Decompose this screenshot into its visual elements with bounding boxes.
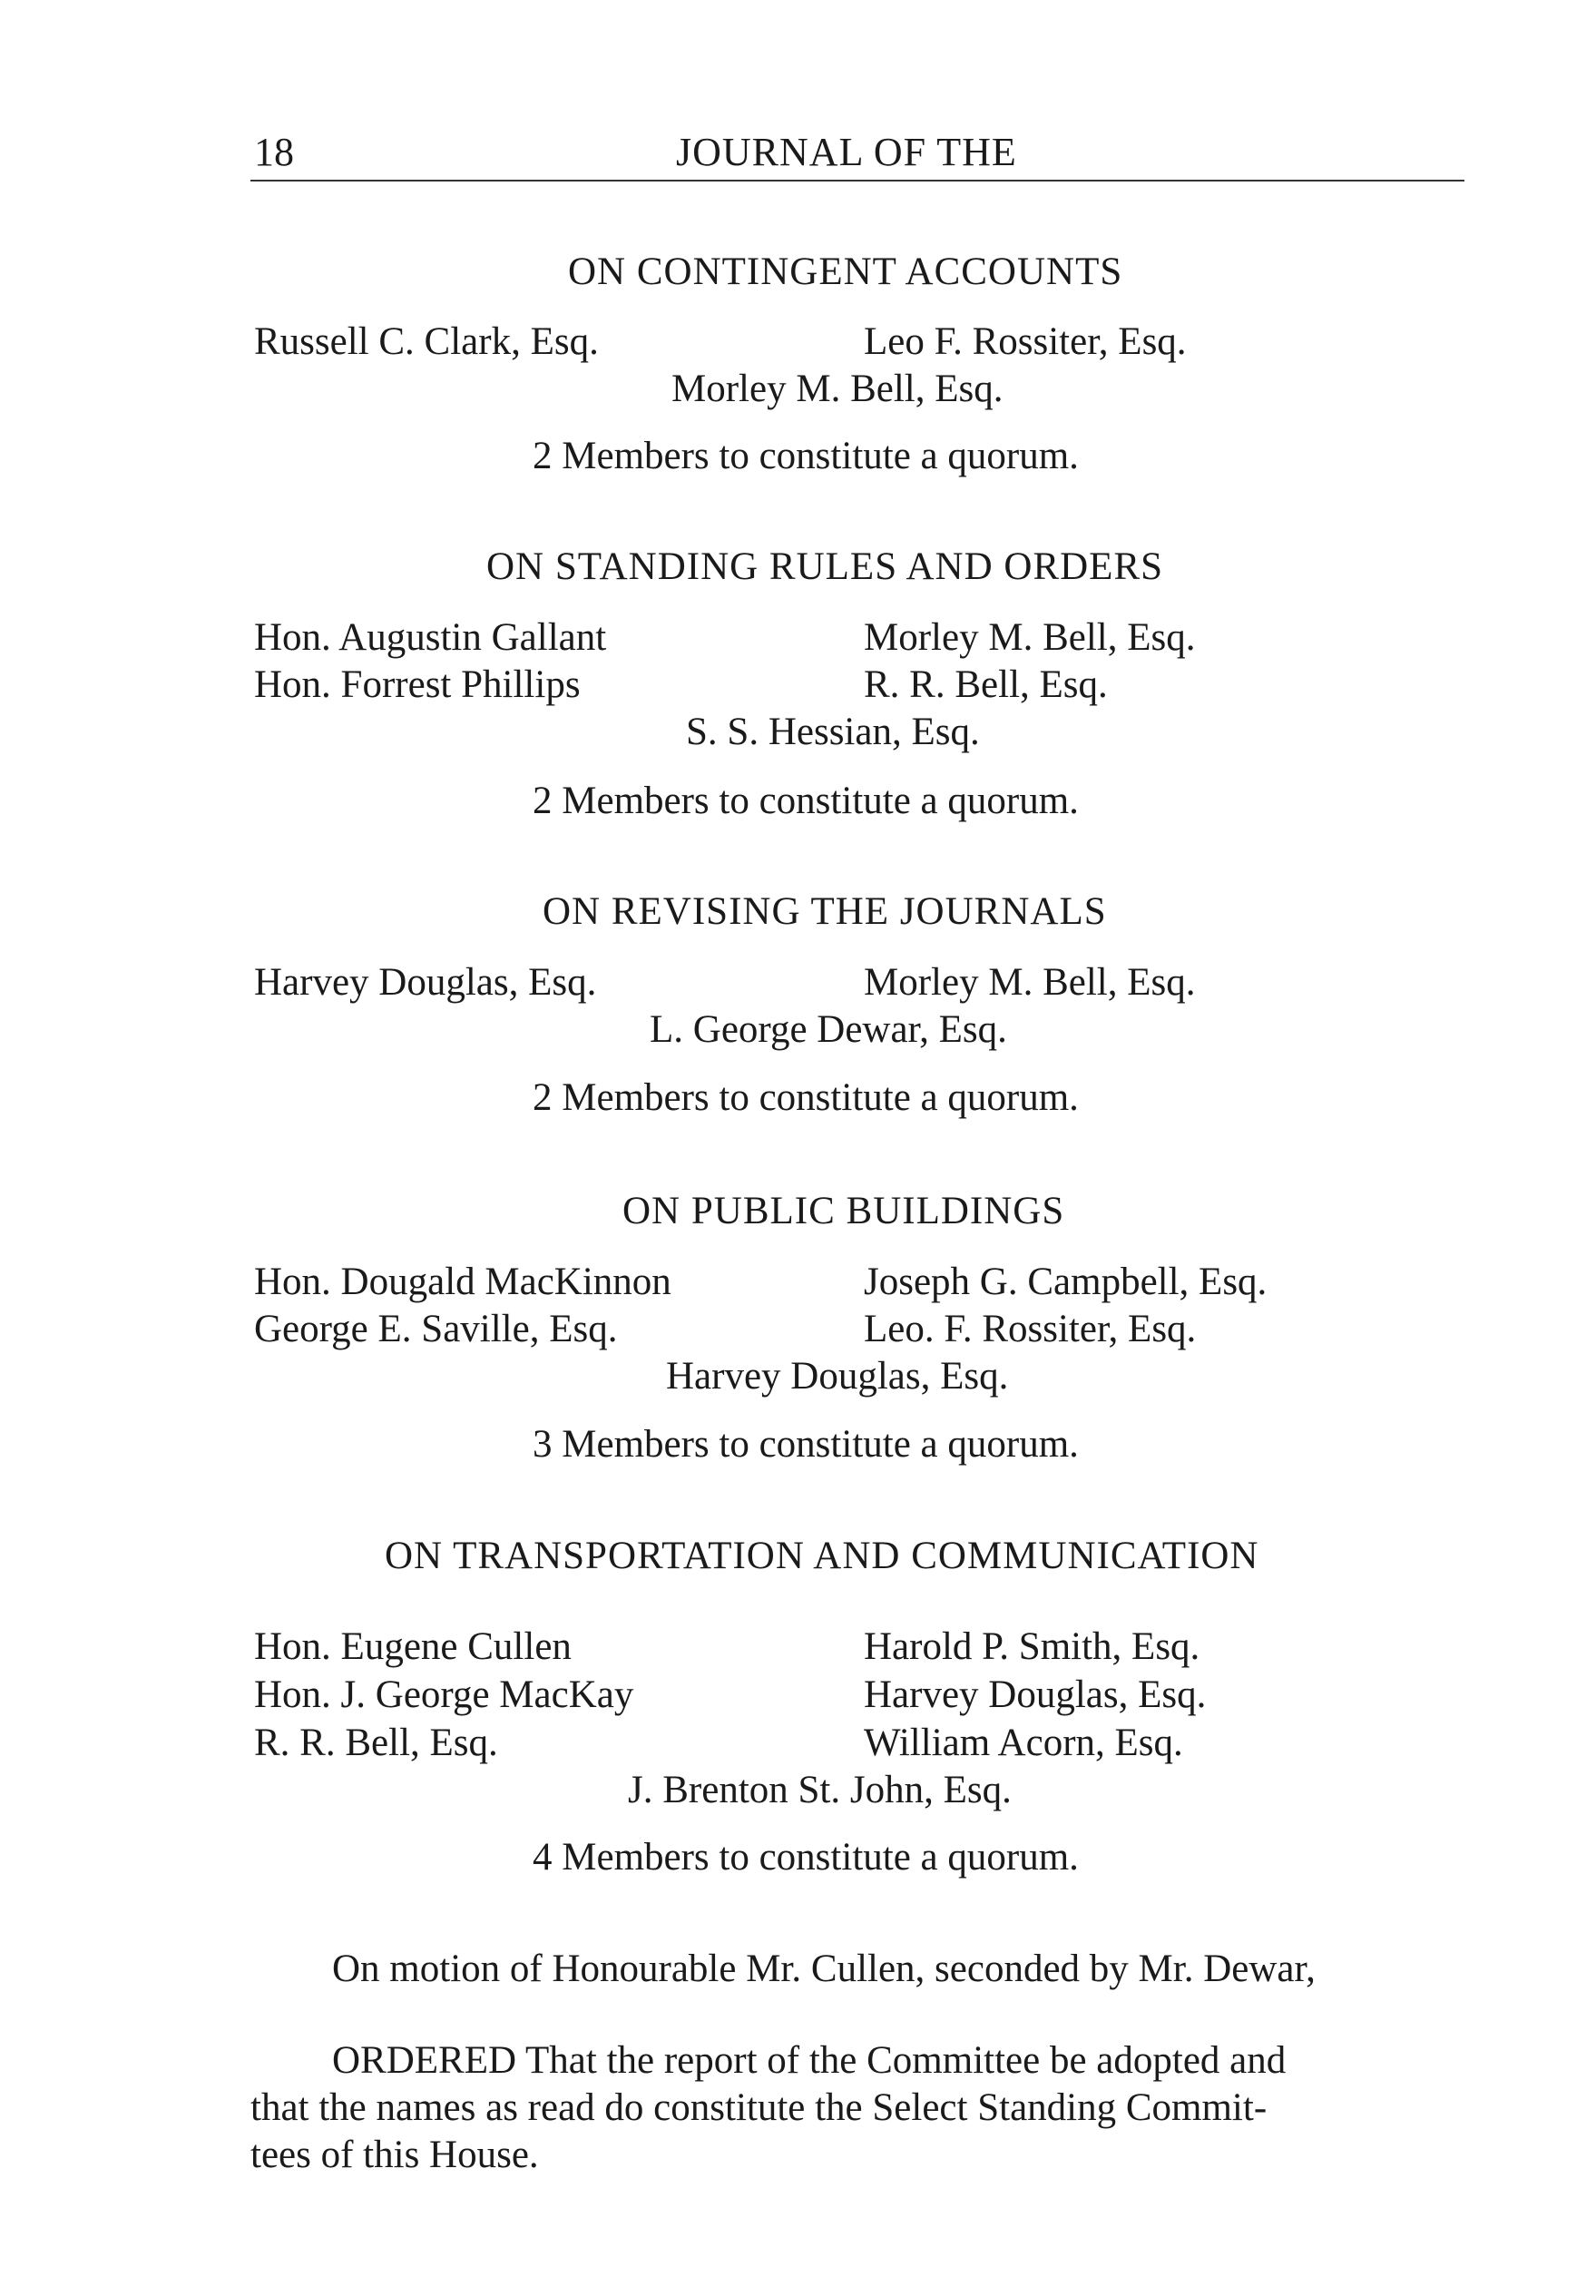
member-name: L. George Dewar, Esq. [650, 1008, 1007, 1051]
member-name: Hon. Augustin Gallant [254, 616, 607, 659]
quorum-note: 2 Members to constitute a quorum. [533, 435, 1079, 477]
page-header-title: JOURNAL OF THE [676, 130, 1017, 174]
member-name: J. Brenton St. John, Esq. [628, 1769, 1012, 1811]
section-heading-standing-rules: ON STANDING RULES AND ORDERS [486, 545, 1164, 588]
member-name: Hon. Eugene Cullen [254, 1625, 572, 1668]
member-name: Harvey Douglas, Esq. [666, 1355, 1009, 1398]
member-name: Harold P. Smith, Esq. [864, 1625, 1200, 1668]
member-name: William Acorn, Esq. [864, 1722, 1183, 1764]
member-name: Morley M. Bell, Esq. [864, 961, 1196, 1004]
member-name: George E. Saville, Esq. [254, 1308, 618, 1350]
member-name: Joseph G. Campbell, Esq. [864, 1261, 1268, 1303]
member-name: Leo F. Rossiter, Esq. [864, 320, 1187, 363]
member-name: S. S. Hessian, Esq. [686, 711, 980, 753]
header-rule [250, 180, 1464, 182]
member-name: Russell C. Clark, Esq. [254, 320, 599, 363]
ordered-line: ORDERED That the report of the Committee be adopted and [332, 2039, 1287, 2082]
quorum-note: 2 Members to constitute a quorum. [533, 780, 1079, 822]
quorum-note: 4 Members to constitute a quorum. [533, 1836, 1079, 1879]
section-heading-revising-journals: ON REVISING THE JOURNALS [543, 890, 1107, 933]
ordered-line: that the names as read do constitute the Select Standing Commit- [250, 2086, 1268, 2129]
member-name: Leo. F. Rossiter, Esq. [864, 1308, 1197, 1350]
section-heading-public-buildings: ON PUBLIC BUILDINGS [622, 1190, 1065, 1232]
member-name: R. R. Bell, Esq. [864, 663, 1108, 706]
section-heading-contingent-accounts: ON CONTINGENT ACCOUNTS [568, 250, 1123, 293]
page-number: 18 [254, 130, 294, 174]
quorum-note: 2 Members to constitute a quorum. [533, 1076, 1079, 1119]
member-name: Morley M. Bell, Esq. [864, 616, 1196, 659]
quorum-note: 3 Members to constitute a quorum. [533, 1423, 1079, 1466]
section-heading-transportation: ON TRANSPORTATION AND COMMUNICATION [385, 1535, 1259, 1577]
ordered-line: tees of this House. [250, 2134, 539, 2176]
member-name: R. R. Bell, Esq. [254, 1722, 498, 1764]
member-name: Hon. Dougald MacKinnon [254, 1261, 671, 1303]
member-name: Hon. J. George MacKay [254, 1673, 634, 1716]
member-name: Morley M. Bell, Esq. [671, 368, 1004, 410]
member-name: Harvey Douglas, Esq. [864, 1673, 1207, 1716]
member-name: Hon. Forrest Phillips [254, 663, 581, 706]
member-name: Harvey Douglas, Esq. [254, 961, 597, 1004]
motion-paragraph: On motion of Honourable Mr. Cullen, seconded by Mr. Dewar, [332, 1948, 1316, 1990]
